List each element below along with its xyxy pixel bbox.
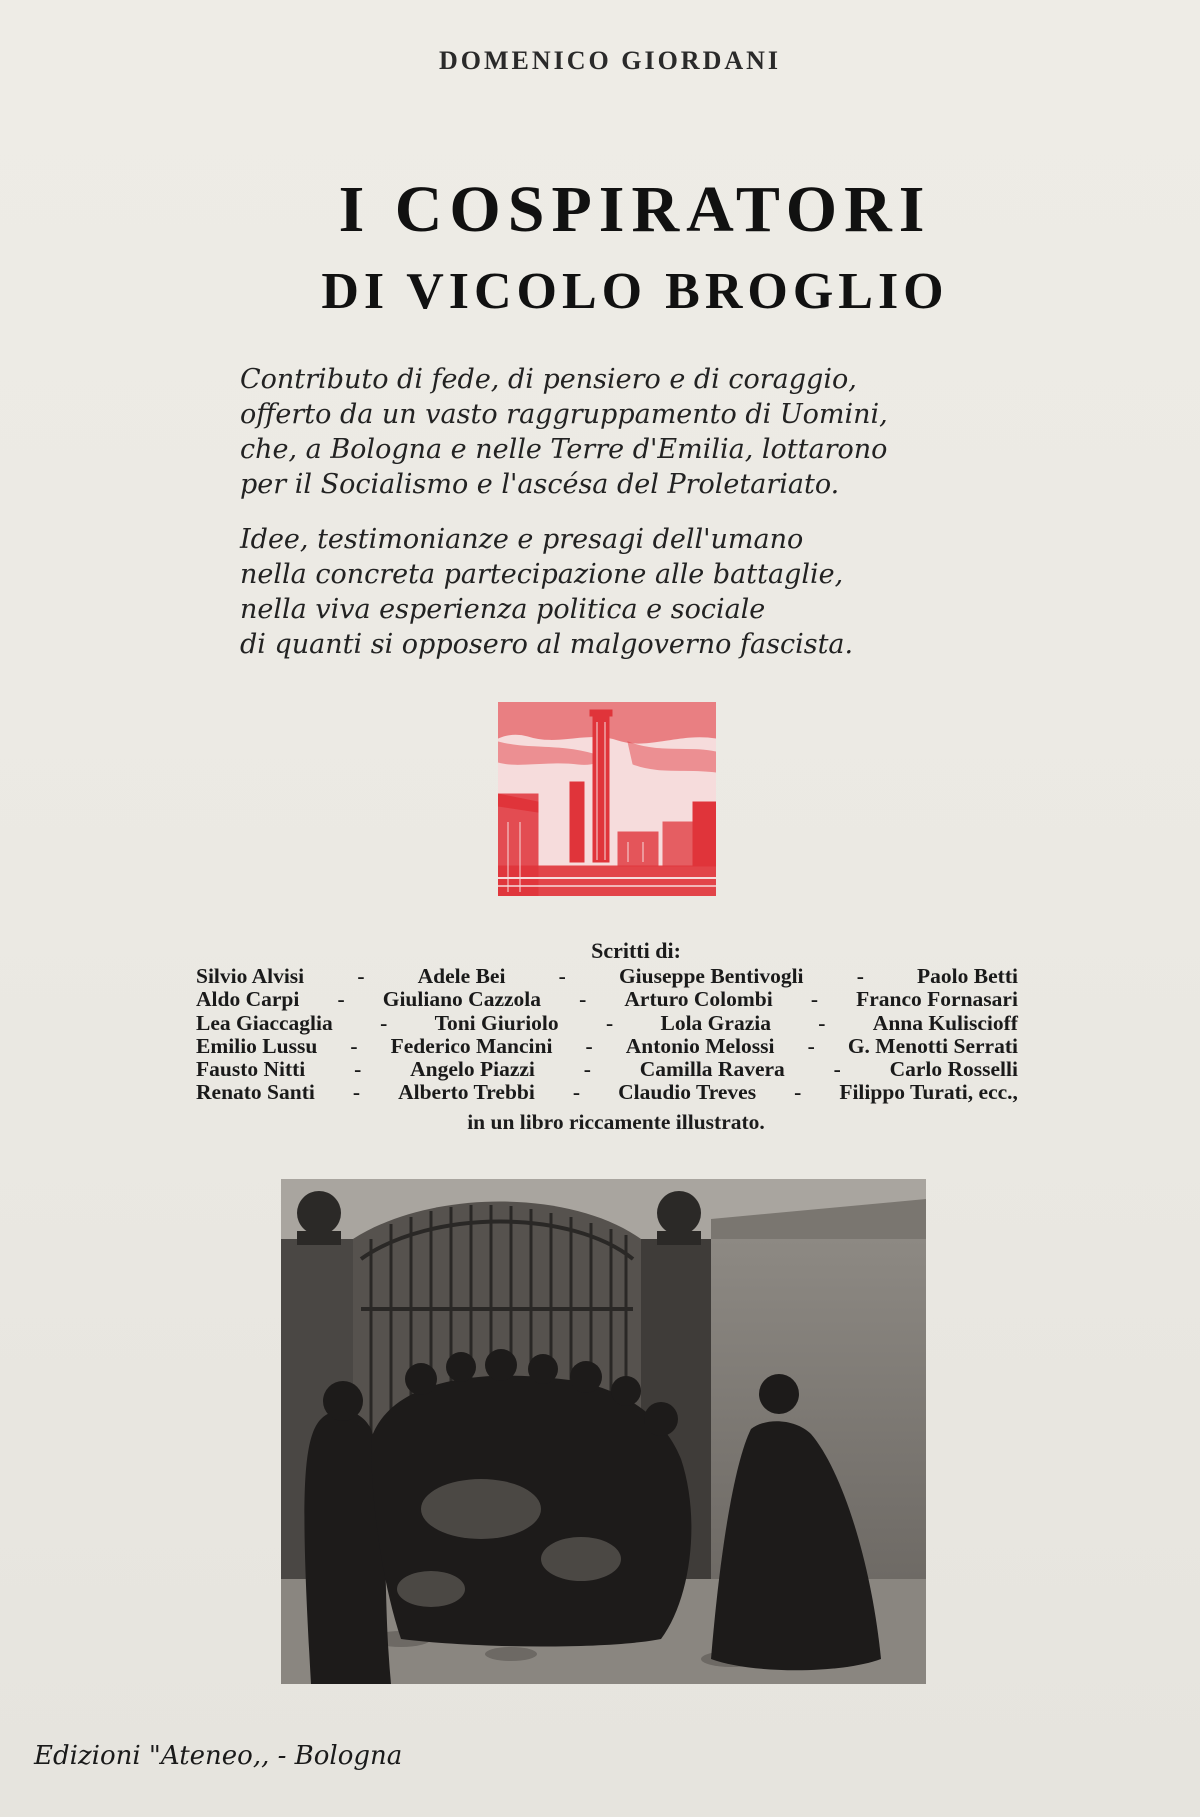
separator: - bbox=[794, 1080, 802, 1105]
separator: - bbox=[337, 987, 345, 1012]
writers-list bbox=[196, 965, 1018, 1105]
writer-name: Claudio Treves bbox=[618, 1080, 757, 1105]
description-paragraph-2 bbox=[240, 522, 1040, 662]
writers-heading: Scritti di: bbox=[591, 938, 681, 963]
writer-name: Silvio Alvisi bbox=[196, 964, 305, 988]
writer-name: Lea Giaccaglia bbox=[196, 1010, 333, 1035]
writer-name: Antonio Melossi bbox=[625, 1033, 775, 1058]
writer-name: Camilla Ravera bbox=[639, 1057, 785, 1082]
writer-name: Arturo Colombi bbox=[624, 987, 773, 1012]
separator: - bbox=[585, 1033, 593, 1058]
writers-row bbox=[196, 1081, 1018, 1104]
writer-name: Giuseppe Bentivogli bbox=[618, 964, 804, 988]
title-line-1: I COSPIRATORI bbox=[338, 173, 932, 246]
writer-name: Toni Giuriolo bbox=[434, 1010, 559, 1035]
description-line: Contributo di fede, di pensiero e di coraggio, bbox=[240, 364, 857, 395]
writers-row bbox=[196, 965, 1018, 988]
writer-name: Franco Fornasari bbox=[856, 987, 1018, 1012]
crowd-at-gate-illustration bbox=[281, 1179, 926, 1684]
separator: - bbox=[818, 1010, 826, 1035]
separator: - bbox=[572, 1080, 581, 1105]
separator: - bbox=[558, 964, 566, 988]
author-name: DOMENICO GIORDANI bbox=[438, 46, 782, 75]
writer-name: G. Menotti Serrati bbox=[847, 1033, 1018, 1058]
separator: - bbox=[807, 1033, 815, 1058]
writer-name: Aldo Carpi bbox=[196, 987, 300, 1012]
writer-name: Giuliano Cazzola bbox=[382, 987, 542, 1012]
writer-name: Anna Kuliscioff bbox=[872, 1010, 1018, 1035]
description-line: Idee, testimonianze e presagi dell'umano bbox=[240, 524, 804, 555]
separator: - bbox=[833, 1057, 841, 1082]
separator: - bbox=[856, 964, 864, 988]
writer-name: Federico Mancini bbox=[390, 1033, 553, 1058]
writer-name: Paolo Betti bbox=[917, 964, 1018, 988]
separator: - bbox=[810, 987, 818, 1012]
separator: - bbox=[583, 1057, 591, 1082]
writer-name: Lola Grazia bbox=[660, 1010, 771, 1035]
writers-row bbox=[196, 1035, 1018, 1058]
etching-icon bbox=[281, 1179, 926, 1684]
publisher-imprint: Edizioni "Ateneo,, - Bologna bbox=[34, 1741, 403, 1771]
separator: - bbox=[354, 1057, 362, 1082]
writers-row bbox=[196, 988, 1018, 1011]
writers-row bbox=[196, 1012, 1018, 1035]
separator: - bbox=[380, 1010, 388, 1035]
description-line: che, a Bologna e nelle Terre d'Emilia, lottarono bbox=[240, 434, 888, 465]
writer-name: Fausto Nitti bbox=[196, 1057, 306, 1082]
writers-row bbox=[196, 1058, 1018, 1081]
towers-engraving-icon bbox=[498, 702, 716, 896]
writer-name: Renato Santi bbox=[196, 1080, 315, 1105]
separator: - bbox=[357, 964, 365, 988]
description-line: di quanti si opposero al malgoverno fascista. bbox=[240, 629, 854, 660]
separator: - bbox=[350, 1033, 358, 1058]
writer-name: Emilio Lussu bbox=[196, 1033, 318, 1058]
separator: - bbox=[579, 987, 587, 1012]
writer-name: Angelo Piazzi bbox=[410, 1057, 535, 1082]
description-line: offerto da un vasto raggruppamento di Uomini, bbox=[240, 399, 888, 430]
writer-name: Alberto Trebbi bbox=[398, 1080, 535, 1105]
description-line: nella concreta partecipazione alle battaglie, bbox=[240, 559, 844, 590]
bologna-towers-emblem bbox=[498, 702, 716, 896]
description-line: nella viva esperienza politica e sociale bbox=[240, 594, 766, 625]
separator: - bbox=[605, 1010, 614, 1035]
writer-name: Carlo Rosselli bbox=[889, 1057, 1018, 1082]
writer-name: Filippo Turati, ecc., bbox=[839, 1080, 1018, 1105]
description-line: per il Socialismo e l'ascésa del Proletariato. bbox=[240, 469, 840, 500]
writers-tail: in un libro riccamente illustrato. bbox=[467, 1110, 765, 1134]
separator: - bbox=[352, 1080, 361, 1105]
writer-name: Adele Bei bbox=[417, 964, 506, 988]
description-paragraph-1 bbox=[240, 362, 1040, 502]
title-line-2: DI VICOLO BROGLIO bbox=[321, 263, 949, 320]
